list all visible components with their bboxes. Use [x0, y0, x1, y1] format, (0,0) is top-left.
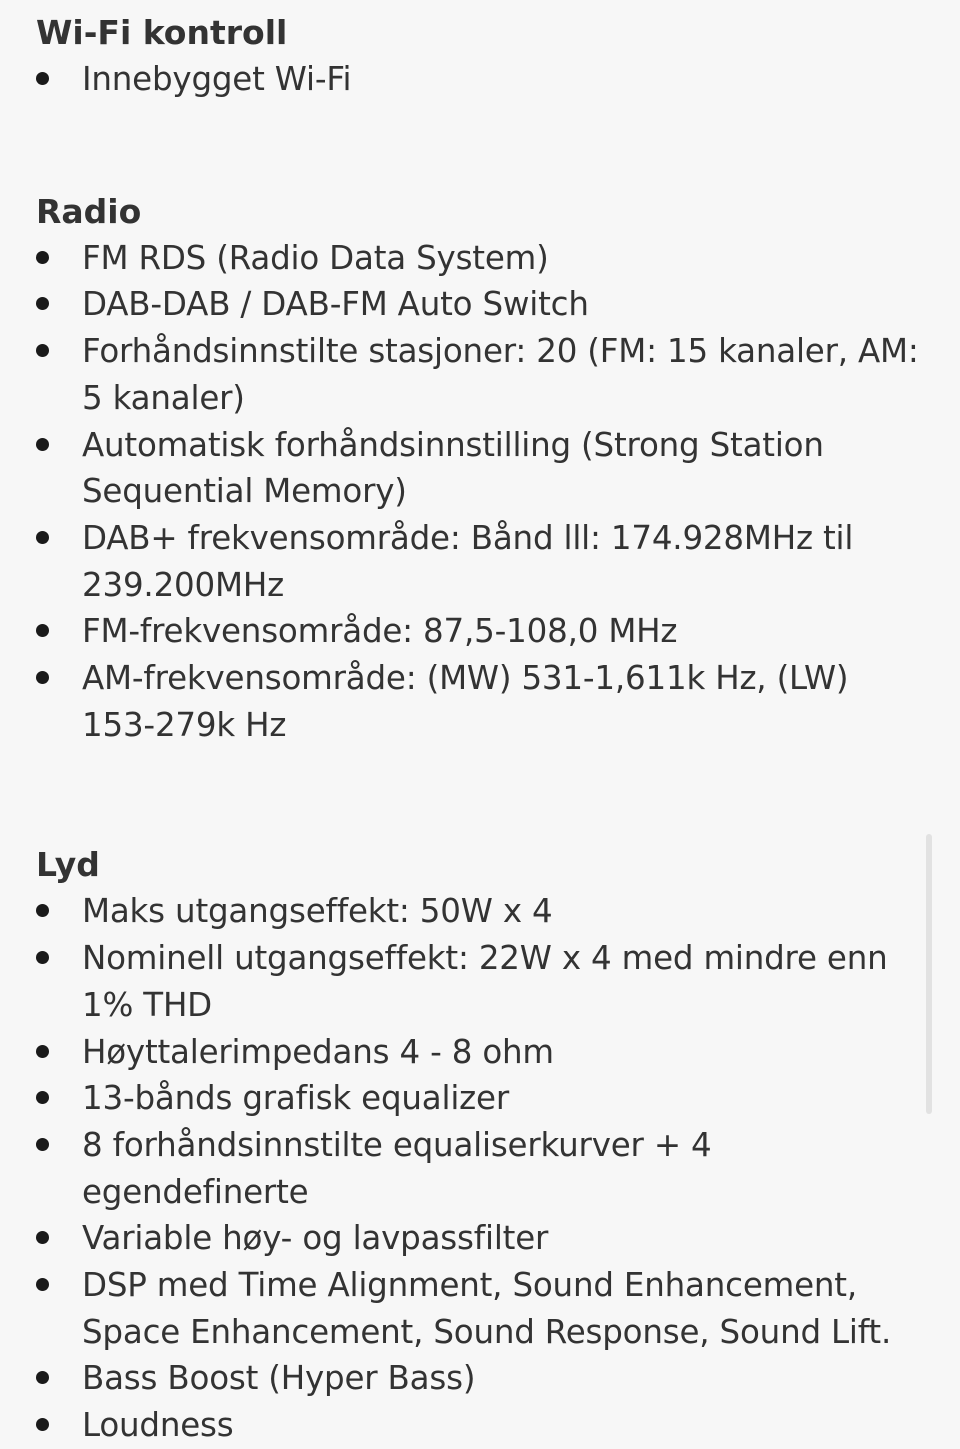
wifi-feature-list [36, 56, 926, 103]
section-radio [36, 189, 926, 749]
bullet-icon [36, 251, 49, 264]
list-item [36, 888, 926, 935]
list-item [36, 515, 926, 608]
bullet-icon [36, 1278, 49, 1291]
bullet-icon [36, 904, 49, 917]
list-item [36, 328, 926, 421]
section-sound [36, 842, 926, 1448]
bullet-icon [36, 531, 49, 544]
bullet-icon [36, 671, 49, 684]
section-title-sound: Lyd [36, 845, 100, 885]
list-item [36, 1215, 926, 1262]
section-wifi-control [36, 10, 926, 103]
list-item [36, 1355, 926, 1402]
bullet-icon [36, 951, 49, 964]
bullet-icon [36, 297, 49, 310]
list-item-text: FM RDS (Radio Data System) [82, 238, 549, 277]
list-item [36, 1262, 926, 1355]
list-item [36, 1402, 926, 1449]
list-item-text: Nominell utgangseffekt: 22W x 4 med mindre enn 1% THD [82, 939, 888, 1024]
list-item-text: FM-frekvensområde: 87,5-108,0 MHz [82, 612, 678, 651]
list-item-text: Bass Boost (Hyper Bass) [82, 1359, 476, 1398]
bullet-icon [36, 1091, 49, 1104]
bullet-icon [36, 1231, 49, 1244]
list-item [36, 608, 926, 655]
list-item-text: 13-bånds grafisk equalizer [82, 1079, 509, 1118]
list-item [36, 56, 926, 103]
bullet-icon [36, 344, 49, 357]
section-title-radio: Radio [36, 191, 142, 231]
list-item-text: Maks utgangseffekt: 50W x 4 [82, 892, 553, 931]
list-item [36, 655, 926, 748]
list-item-text: Variable høy- og lavpassfilter [82, 1219, 549, 1258]
list-item-text: DSP med Time Alignment, Sound Enhancement, Space Enhancement, Sound Response, Sound Lift. [82, 1266, 892, 1351]
list-item-text: DAB+ frekvensområde: Bånd lll: 174.928MHz til 239.200MHz [82, 518, 854, 604]
list-item-text: Forhåndsinnstilte stasjoner: 20 (FM: 15 kanaler, AM: 5 kanaler) [82, 332, 919, 417]
list-item-text: AM-frekvensområde: (MW) 531-1,611k Hz, (LW) 153-279k Hz [82, 659, 849, 744]
list-item-text: DAB-DAB / DAB-FM Auto Switch [82, 285, 589, 324]
list-item [36, 422, 926, 515]
list-item [36, 235, 926, 282]
scrollbar[interactable] [926, 834, 932, 1114]
list-item [36, 1029, 926, 1076]
bullet-icon [36, 438, 49, 451]
bullet-icon [36, 1138, 49, 1151]
list-item [36, 281, 926, 328]
bullet-icon [36, 624, 49, 637]
section-title-wifi: Wi-Fi kontroll [36, 13, 288, 52]
bullet-icon [36, 1418, 49, 1431]
list-item [36, 935, 926, 1028]
list-item-text: 8 forhåndsinnstilte equaliserkurver + 4 egendefinerte [82, 1125, 712, 1211]
radio-feature-list [36, 235, 926, 749]
sound-feature-list [36, 888, 926, 1448]
bullet-icon [36, 1045, 49, 1058]
list-item [36, 1075, 926, 1122]
spec-document [36, 10, 926, 1449]
list-item-text: Automatisk forhåndsinnstilling (Strong Station Sequential Memory) [82, 425, 824, 511]
list-item [36, 1122, 926, 1215]
bullet-icon [36, 72, 49, 85]
bullet-icon [36, 1371, 49, 1384]
list-item-text: Loudness [82, 1406, 234, 1445]
list-item-text: Høyttalerimpedans 4 - 8 ohm [82, 1032, 554, 1071]
list-item-text: Innebygget Wi-Fi [82, 60, 352, 98]
